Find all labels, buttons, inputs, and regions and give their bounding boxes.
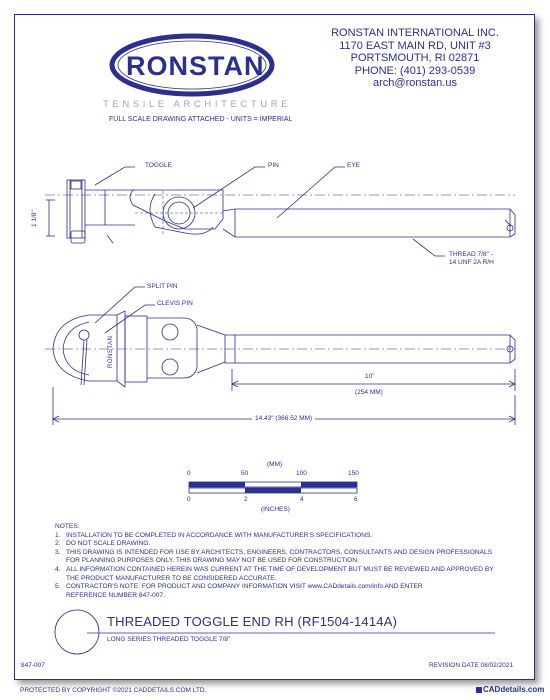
scale-inch-tick: 2: [244, 496, 248, 503]
scale-note: FULL SCALE DRAWING ATTACHED - UNITS = IMPERIAL: [109, 116, 293, 123]
dim-10-inch: 10": [365, 373, 375, 380]
scale-mm-tick: 100: [296, 470, 307, 477]
label-eye: EYE: [347, 162, 361, 169]
scale-bar: [187, 479, 362, 499]
company-address-line-2: PORTSMOUTH, RI 02871: [350, 52, 480, 64]
company-name: RONSTAN INTERNATIONAL INC.: [331, 27, 499, 39]
note-item: 5. CONTRACTOR'S NOTE: FOR PRODUCT AND COMPANY INFORMATION VISIT www.CADdetails.com/info AND ENTER: [55, 583, 423, 591]
note-item: FOR PLANNING PURPOSES ONLY. THIS DRAWING MAY NOT BE USED FOR CONSTRUCTION.: [66, 557, 359, 565]
ronstan-stamp: RONSTAN: [108, 335, 114, 368]
scale-inch-tick: 0: [187, 496, 191, 503]
caddetails-mark-icon: [476, 687, 482, 693]
note-item: REFERENCE NUMBER 847-007.: [66, 591, 165, 599]
scale-mm-unit: (MM): [267, 461, 283, 468]
scale-inch-unit: (INCHES): [261, 506, 290, 513]
notes-block: [55, 523, 494, 600]
label-pin: PIN: [268, 162, 279, 169]
top-view: [45, 167, 515, 256]
note-item: THE PRODUCT MANUFACTURER TO BE CONSIDERED ACCURATE.: [66, 574, 277, 582]
drawing-title: THREADED TOGGLE END RH (RF1504-1414A): [107, 614, 398, 629]
scale-mm-tick: 150: [348, 470, 359, 477]
copyright-notice: PROTECTED BY COPYRIGHT ©2021 CADDETAILS.COM LTD.: [20, 687, 207, 694]
caddetails-logo[interactable]: [476, 685, 544, 694]
side-view: [45, 287, 515, 425]
dim-10-mm: (254 MM): [355, 389, 383, 396]
label-thread-1: THREAD 7/8" -: [449, 251, 493, 258]
label-split-pin: SPLIT PIN: [147, 283, 178, 290]
label-thread-2: 14 UNF 2A R/H: [449, 259, 494, 266]
drawing-subtitle: LONG SERIES THREADED TOGGLE 7/8": [107, 636, 231, 643]
scale-mm-tick: 0: [187, 470, 191, 477]
label-clevis-pin: CLEVIS PIN: [157, 300, 193, 307]
dim-overall: 14.43" (366.52 MM): [252, 415, 315, 422]
logo-wordmark: RONSTAN: [126, 51, 265, 81]
logo-tagline: TENSILE ARCHITECTURE: [103, 99, 292, 110]
note-item: 4. ALL INFORMATION CONTAINED HEREIN WAS CURRENT AT THE TIME OF DEVELOPMENT BUT MUST BE REVIEWED AND APPROVED BY: [55, 565, 494, 573]
label-diameter: 1 1/8": [31, 210, 38, 227]
note-item: 2. DO NOT SCALE DRAWING.: [55, 540, 151, 548]
drawing-sheet: [14, 14, 535, 680]
label-toggle: TOGGLE: [145, 162, 172, 169]
company-email: arch@ronstan.us: [373, 77, 457, 89]
scale-mm-tick: 50: [241, 470, 249, 477]
scale-inch-tick: 6: [354, 496, 358, 503]
caddetails-brand: CADdetails.com: [483, 685, 545, 694]
note-item: 3. THIS DRAWING IS INTENDED FOR USE BY ARCHITECTS, ENGINEERS, CONTRACTORS, CONSULTANTS AND DESIGN PROFESSIONALS: [55, 548, 493, 556]
company-phone: PHONE: (401) 293-0539: [354, 64, 476, 77]
revision-date: REVISION DATE 08/02/2021: [429, 662, 514, 669]
scale-inch-tick: 4: [300, 496, 304, 503]
company-address-line-1: 1170 EAST MAIN RD, UNIT #3: [339, 39, 491, 52]
note-item: 1. INSTALLATION TO BE COMPLETED IN ACCORDANCE WITH MANUFACTURER'S SPECIFICATIONS.: [55, 531, 373, 539]
reference-number: 847-007: [21, 662, 45, 669]
notes-heading: NOTES:: [55, 523, 80, 530]
